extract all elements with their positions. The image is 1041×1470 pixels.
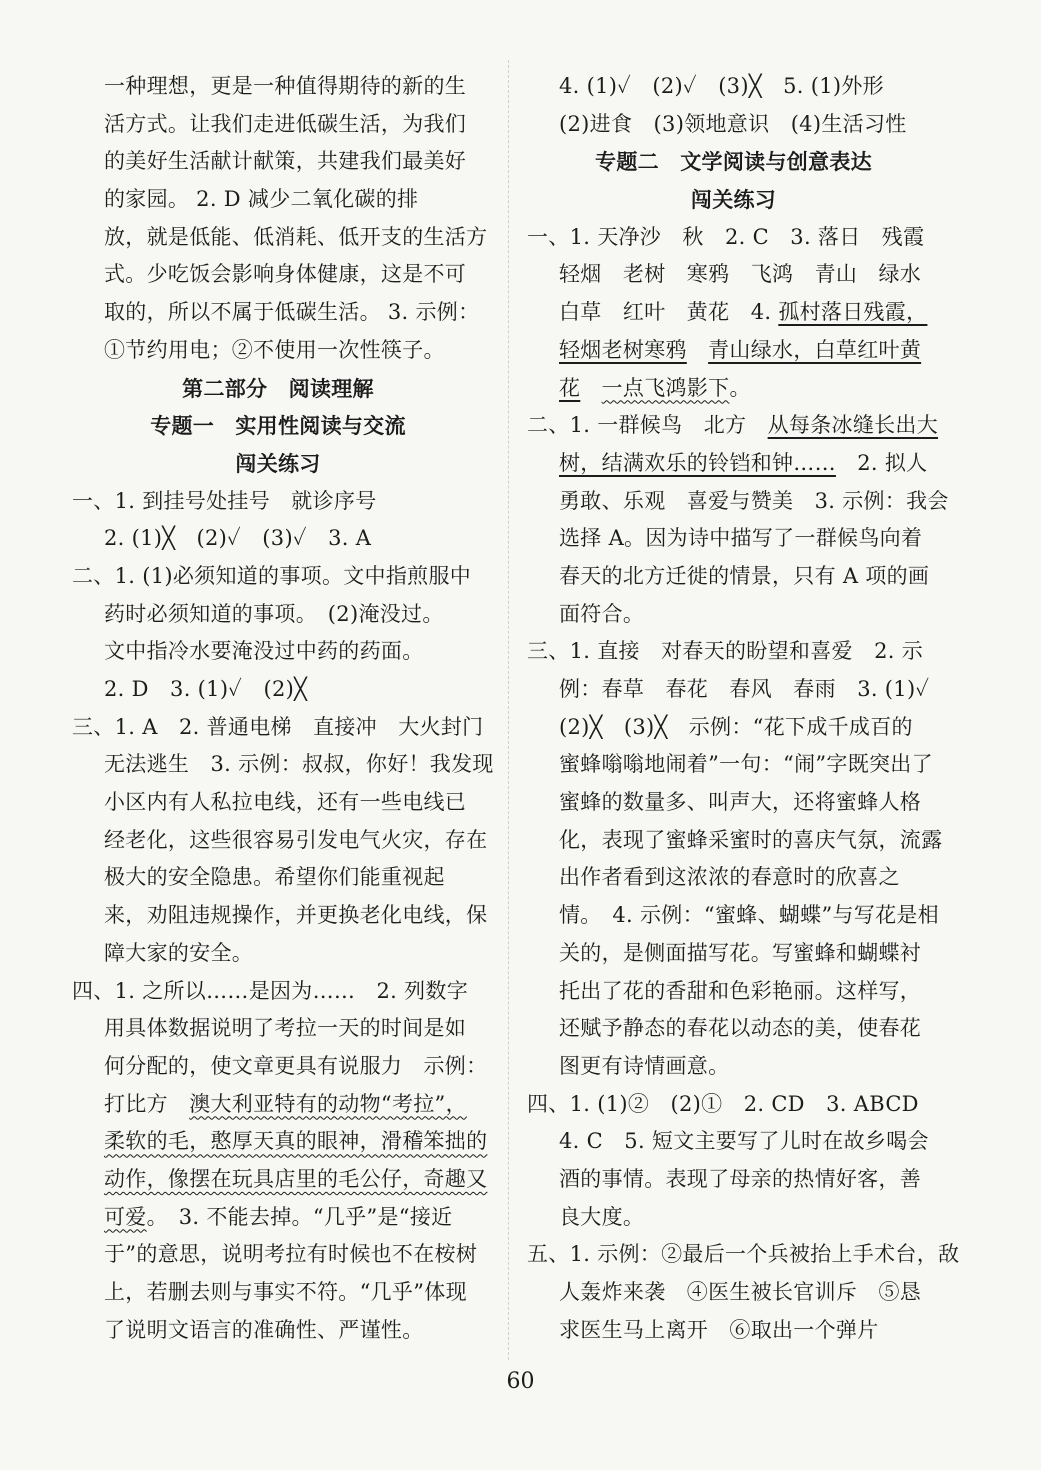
text-line: 极大的安全隐患。希望你们能重视起 <box>104 865 445 890</box>
text-line: 活方式。让我们走进低碳生活，为我们 <box>104 111 467 136</box>
text-span <box>687 338 708 362</box>
text-line: 文中指冷水要淹没过中药的药面。 <box>104 639 424 664</box>
text-span: 打比方 <box>104 1091 190 1116</box>
text-line: 选择 A。因为诗中描写了一群候鸟向着 <box>559 526 923 551</box>
text-line: 例：春草 春花 春风 春雨 3. (1)✓ <box>559 677 930 701</box>
text-line: 何分配的，使文章更具有说服力 示例： <box>104 1053 488 1078</box>
underlined-text: 青山绿水，白草红叶黄 <box>708 337 922 362</box>
wavy-underlined-text: 澳大利亚特有的动物“考拉”， <box>189 1091 467 1116</box>
wavy-underlined-text: 柔软的毛，憨厚天真的眼神，滑稽笨拙的 <box>104 1129 488 1154</box>
text-line: ①节约用电；②不使用一次性筷子。 <box>104 337 445 362</box>
question-line: 四、1. 之所以……是因为…… 2. 列数字 <box>72 978 469 1003</box>
page-number: 60 <box>506 1369 535 1394</box>
question-line: 二、1. (1)必须知道的事项。文中指煎服中 <box>72 563 472 588</box>
text-span: 。 3. 不能去掉。“几乎”是“接近 <box>146 1204 453 1229</box>
text-line: 2. (1)╳ (2)✓ (3)✓ 3. A <box>104 526 372 551</box>
text-line: 蜜蜂的数量多、叫声大，还将蜜蜂人格 <box>559 790 922 815</box>
text-line: 经老化，这些很容易引发电气火灾，存在 <box>104 827 488 852</box>
text-line: 来，劝阻违规操作，并更换老化电线，保 <box>104 903 488 928</box>
text-line: 用具体数据说明了考拉一天的时间是如 <box>104 1016 467 1041</box>
underlined-text: 从每条冰缝长出大 <box>767 413 939 438</box>
wavy-underlined-text: 一点飞鸿影下 <box>601 375 730 400</box>
text-span: 二、1. 一群候鸟 北方 <box>527 413 768 438</box>
text-line: 酒的事情。表现了母亲的热情好客，善 <box>559 1166 922 1191</box>
question-line: 一、1. 天净沙 秋 2. C 3. 落日 残霞 <box>527 224 925 249</box>
text-span: 白草 红叶 黄花 4. <box>559 300 779 325</box>
underlined-text: 树，结满欢乐的铃铛和钟…… <box>559 450 836 475</box>
text-line: 取的，所以不属于低碳生活。 3. 示例： <box>104 300 480 325</box>
text-line: 图更有诗情画意。 <box>559 1053 730 1078</box>
right-column <box>527 68 960 1349</box>
question-line: 四、1. (1)② (2)① 2. CD 3. ABCD <box>527 1091 919 1116</box>
text-line: 化，表现了蜜蜂采蜜时的喜庆气氛，流露 <box>559 827 943 852</box>
wavy-underlined-text: 可爱 <box>104 1204 147 1229</box>
question-line: 三、1. A 2. 普通电梯 直接冲 大火封门 <box>72 714 484 739</box>
text-line: 出作者看到这浓浓的春意时的欣喜之 <box>559 865 900 890</box>
underlined-text: 花 <box>559 375 581 400</box>
column-divider <box>508 60 509 1360</box>
text-line: 托出了花的香甜和色彩艳丽。这样写， <box>559 978 922 1003</box>
text-line <box>72 1123 488 1161</box>
text-line: 药时必须知道的事项。 (2)淹没过。 <box>104 601 444 626</box>
text-line <box>72 1199 484 1237</box>
text-line: 小区内有人私拉电线，还有一些电线已 <box>104 790 467 815</box>
underlined-text: 孤村落日残霞， <box>778 300 928 325</box>
text-span: 2. 拟人 <box>835 450 928 475</box>
text-line: 蜜蜂嗡嗡地闹着”一句：“闹”字既突出了 <box>559 752 933 777</box>
text-line: 的家园。 2. D 减少二氧化碳的排 <box>104 187 419 212</box>
exercise-heading: 闯关练习 <box>690 187 777 213</box>
text-line <box>527 332 940 370</box>
question-line: 五、1. 示例：②最后一个兵被抬上手术台，敌 <box>527 1242 960 1267</box>
text-line: 关的，是侧面描写花。写蜜蜂和蝴蝶衬 <box>559 940 922 965</box>
text-line: 勇敢、乐观 喜爱与赞美 3. 示例：我会 <box>559 488 949 513</box>
text-line: 无法逃生 3. 示例：叔叔，你好！我发现 <box>104 752 494 777</box>
text-line: 人轰炸来袭 ④医生被长官训斥 ⑤恳 <box>559 1280 922 1304</box>
text-line <box>527 370 940 408</box>
text-line: 求医生马上离开 ⑥取出一个弹片 <box>559 1317 879 1342</box>
left-column <box>72 68 494 1349</box>
text-line <box>527 445 940 483</box>
text-line: 情。 4. 示例：“蜜蜂、蝴蝶”与写花是相 <box>559 903 939 928</box>
text-line: 式。少吃饭会影响身体健康，这是不可 <box>104 262 467 287</box>
question-line: 一、1. 到挂号处挂号 就诊序号 <box>72 488 377 513</box>
text-line <box>527 294 940 332</box>
text-line: 了说明文语言的准确性、严谨性。 <box>104 1317 424 1342</box>
text-line: 于”的意思，说明考拉有时候也不在桉树 <box>104 1242 478 1267</box>
topic-heading: 专题一 实用性阅读与交流 <box>150 413 406 439</box>
part-heading: 第二部分 阅读理解 <box>182 375 374 401</box>
text-line: 良大度。 <box>559 1204 645 1229</box>
text-line <box>72 1161 488 1199</box>
question-line <box>527 407 940 445</box>
exercise-heading: 闯关练习 <box>235 450 321 476</box>
text-line: 春天的北方迁徙的情景，只有 A 项的画 <box>559 563 930 588</box>
text-line: 的美好生活献计献策，共建我们最美好 <box>104 149 467 174</box>
text-line <box>72 1086 484 1124</box>
text-line: 面符合。 <box>559 601 645 626</box>
text-line: 上，若删去则与事实不符。“几乎”体现 <box>104 1280 467 1304</box>
text-line: 放，就是低能、低消耗、低开支的生活方 <box>104 224 488 249</box>
topic-heading: 专题二 文学阅读与创意表达 <box>595 149 872 175</box>
text-line: (2)进食 (3)领地意识 (4)生活习性 <box>559 111 907 136</box>
question-line: 三、1. 直接 对春天的盼望和喜爱 2. 示 <box>527 639 924 664</box>
text-line: 一种理想，更是一种值得期待的新的生 <box>104 74 467 98</box>
underlined-text: 轻烟老树寒鸦 <box>559 337 687 362</box>
wavy-underlined-text: 动作，像摆在玩具店里的毛公仔，奇趣又 <box>104 1166 488 1191</box>
text-line: 4. (1)✓ (2)✓ (3)╳ 5. (1)外形 <box>559 74 884 98</box>
text-line: 2. D 3. (1)✓ (2)╳ <box>104 677 308 701</box>
text-line: 轻烟 老树 寒鸦 飞鸿 青山 绿水 <box>559 262 922 287</box>
text-line: 4. C 5. 短文主要写了儿时在故乡喝会 <box>559 1129 929 1154</box>
text-span: 。 <box>729 375 751 400</box>
text-line: (2)╳ (3)╳ 示例：“花下成千成百的 <box>559 714 913 739</box>
text-span <box>580 376 601 400</box>
text-line: 障大家的安全。 <box>104 940 254 965</box>
text-line: 还赋予静态的春花以动态的美，使春花 <box>559 1016 922 1041</box>
